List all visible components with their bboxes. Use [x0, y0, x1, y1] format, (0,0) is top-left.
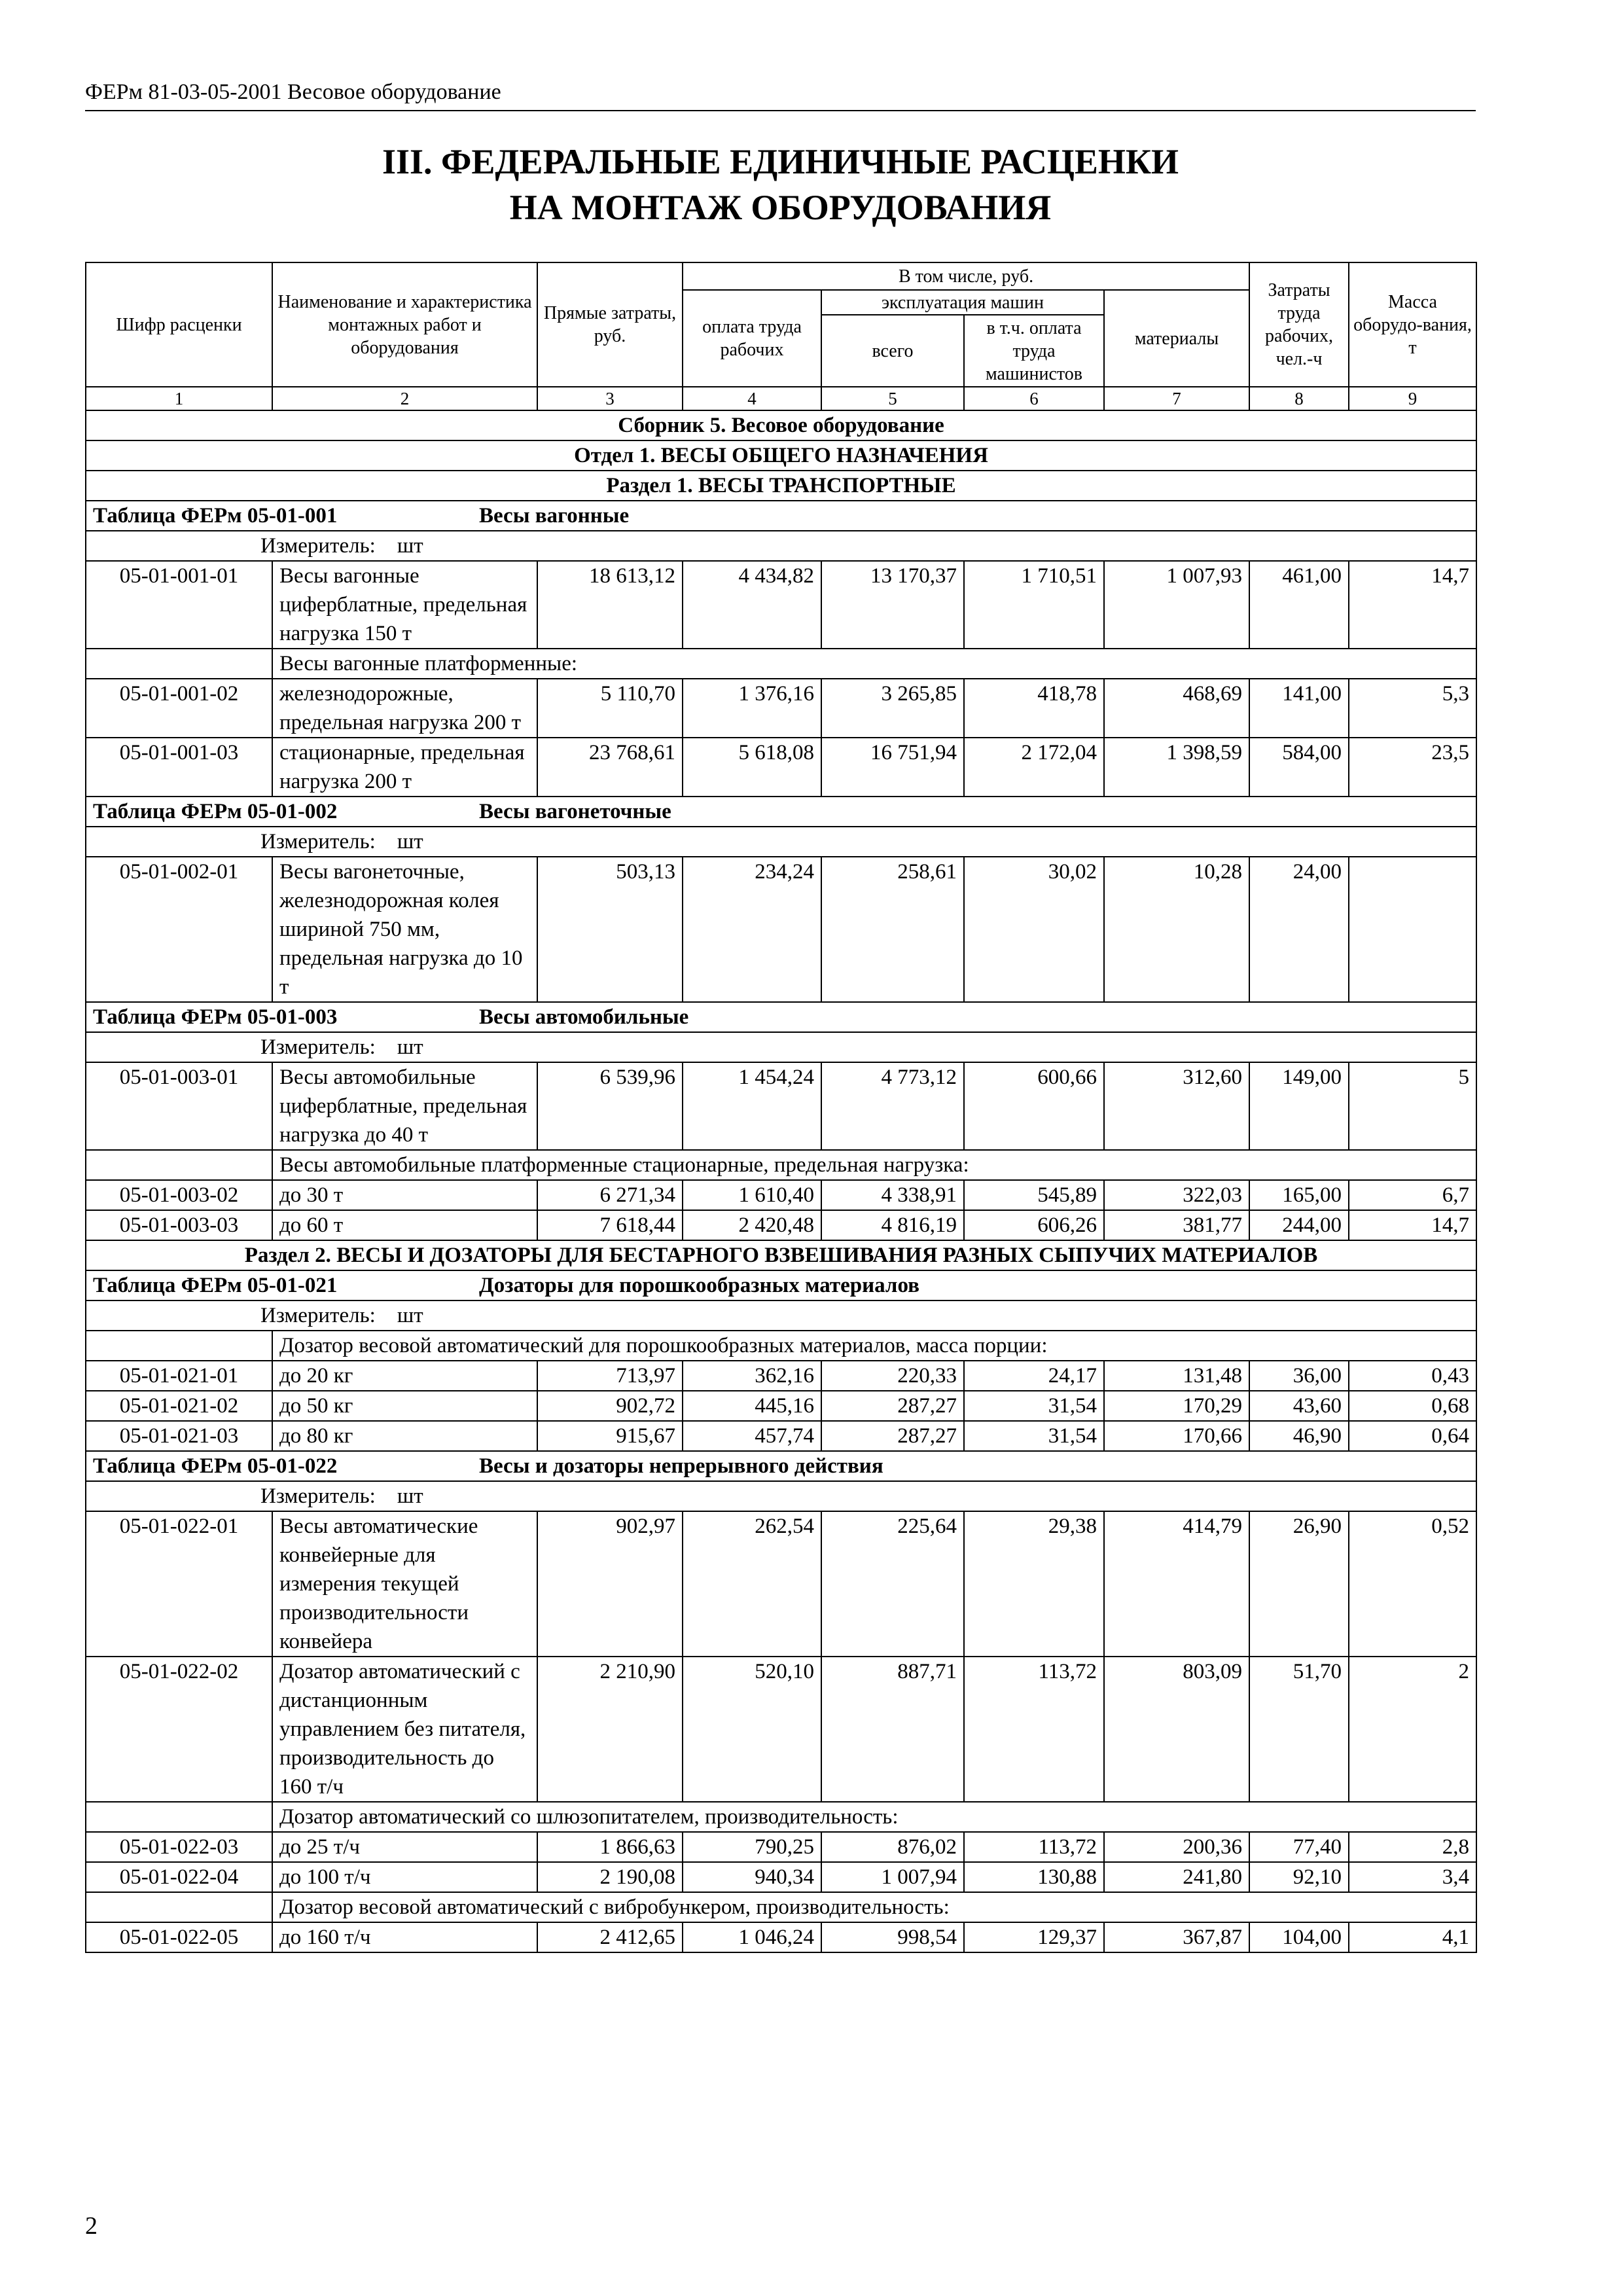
machines-total: 16 751,94 — [821, 738, 964, 797]
machinist-pay: 31,54 — [964, 1421, 1104, 1451]
column-number: 7 — [1104, 387, 1249, 410]
equipment-mass: 14,7 — [1349, 1210, 1476, 1240]
group-heading: Дозатор весовой автоматический с вибробункером, производительность: — [272, 1892, 1476, 1922]
rate-code: 05-01-022-05 — [86, 1922, 272, 1952]
table-row — [86, 1210, 1476, 1240]
machinist-pay: 1 710,51 — [964, 561, 1104, 649]
equipment-mass — [1349, 857, 1476, 1002]
materials: 312,60 — [1104, 1062, 1249, 1150]
labor-cost: 26,90 — [1249, 1511, 1349, 1657]
direct-costs: 713,97 — [537, 1361, 683, 1391]
machines-total: 258,61 — [821, 857, 964, 1002]
direct-costs: 6 539,96 — [537, 1062, 683, 1150]
machinist-pay: 418,78 — [964, 679, 1104, 738]
header-machinist-pay: в т.ч. оплата труда машинистов — [964, 315, 1104, 387]
labor-pay: 790,25 — [683, 1832, 821, 1862]
rate-code: 05-01-022-01 — [86, 1511, 272, 1657]
machines-total: 876,02 — [821, 1832, 964, 1862]
measure-label: Измеритель: — [260, 1304, 376, 1327]
work-description: до 30 т — [272, 1180, 537, 1210]
department-heading: Отдел 1. ВЕСЫ ОБЩЕГО НАЗНАЧЕНИЯ — [86, 440, 1476, 471]
work-description: Дозатор автоматический с дистанционным управлением без питателя, производительность до 160 т/ч — [272, 1657, 537, 1802]
rate-code: 05-01-003-03 — [86, 1210, 272, 1240]
direct-costs: 902,97 — [537, 1511, 683, 1657]
machinist-pay: 24,17 — [964, 1361, 1104, 1391]
header-labor-pay: оплата труда рабочих — [683, 290, 821, 387]
labor-pay: 362,16 — [683, 1361, 821, 1391]
machinist-pay: 30,02 — [964, 857, 1104, 1002]
work-description: стационарные, предельная нагрузка 200 т — [272, 738, 537, 797]
work-description: Весы вагонеточные, железнодорожная колея шириной 750 мм, предельная нагрузка до 10 т — [272, 857, 537, 1002]
table-title — [86, 1002, 1476, 1032]
work-description: до 25 т/ч — [272, 1832, 537, 1862]
collection-heading: Сборник 5. Весовое оборудование — [86, 410, 1476, 440]
rate-code: 05-01-021-02 — [86, 1391, 272, 1421]
header-machines-total: всего — [821, 315, 964, 387]
column-number: 2 — [272, 387, 537, 410]
table-name: Дозаторы для порошкообразных материалов — [479, 1274, 919, 1297]
machinist-pay: 130,88 — [964, 1862, 1104, 1892]
equipment-mass: 5 — [1349, 1062, 1476, 1150]
table-number: Таблица ФЕРм 05-01-002 — [93, 800, 338, 823]
title-line-1: III. ФЕДЕРАЛЬНЫЕ ЕДИНИЧНЫЕ РАСЦЕНКИ — [382, 142, 1179, 181]
labor-pay: 5 618,08 — [683, 738, 821, 797]
equipment-mass: 14,7 — [1349, 561, 1476, 649]
direct-costs: 2 210,90 — [537, 1657, 683, 1802]
rate-code: 05-01-003-02 — [86, 1180, 272, 1210]
page-number: 2 — [85, 2212, 98, 2240]
rate-code: 05-01-002-01 — [86, 857, 272, 1002]
materials: 10,28 — [1104, 857, 1249, 1002]
machines-total: 1 007,94 — [821, 1862, 964, 1892]
header-materials: материалы — [1104, 290, 1249, 387]
labor-cost: 141,00 — [1249, 679, 1349, 738]
materials: 1 007,93 — [1104, 561, 1249, 649]
materials: 200,36 — [1104, 1832, 1249, 1862]
table-number: Таблица ФЕРм 05-01-022 — [93, 1454, 338, 1478]
direct-costs: 915,67 — [537, 1421, 683, 1451]
table-number: Таблица ФЕРм 05-01-001 — [93, 504, 338, 528]
labor-cost: 104,00 — [1249, 1922, 1349, 1952]
column-number: 5 — [821, 387, 964, 410]
rate-code: 05-01-001-02 — [86, 679, 272, 738]
labor-cost: 165,00 — [1249, 1180, 1349, 1210]
price-table — [85, 262, 1477, 1953]
equipment-mass: 23,5 — [1349, 738, 1476, 797]
column-number: 4 — [683, 387, 821, 410]
machinist-pay: 2 172,04 — [964, 738, 1104, 797]
measure-unit: шт — [397, 534, 423, 558]
labor-cost: 43,60 — [1249, 1391, 1349, 1421]
direct-costs: 23 768,61 — [537, 738, 683, 797]
work-description: до 100 т/ч — [272, 1862, 537, 1892]
table-row — [86, 1511, 1476, 1657]
section-heading: Раздел 2. ВЕСЫ И ДОЗАТОРЫ ДЛЯ БЕСТАРНОГО ВЗВЕШИВАНИЯ РАЗНЫХ СЫПУЧИХ МАТЕРИАЛОВ — [86, 1240, 1476, 1270]
group-heading: Дозатор весовой автоматический для порошкообразных материалов, масса порции: — [272, 1331, 1476, 1361]
materials: 170,66 — [1104, 1421, 1249, 1451]
direct-costs: 7 618,44 — [537, 1210, 683, 1240]
direct-costs: 18 613,12 — [537, 561, 683, 649]
work-description: железнодорожные, предельная нагрузка 200 т — [272, 679, 537, 738]
column-number: 6 — [964, 387, 1104, 410]
direct-costs: 902,72 — [537, 1391, 683, 1421]
labor-cost: 77,40 — [1249, 1832, 1349, 1862]
labor-cost: 24,00 — [1249, 857, 1349, 1002]
measure-row — [86, 1300, 1476, 1331]
rate-code: 05-01-021-01 — [86, 1361, 272, 1391]
header-machines: эксплуатация машин — [821, 290, 1104, 315]
machines-total: 4 773,12 — [821, 1062, 964, 1150]
rate-code: 05-01-001-03 — [86, 738, 272, 797]
work-description: Весы автоматические конвейерные для измерения текущей производительности конвейера — [272, 1511, 537, 1657]
measure-unit: шт — [397, 830, 423, 853]
materials: 241,80 — [1104, 1862, 1249, 1892]
machines-total: 887,71 — [821, 1657, 964, 1802]
direct-costs: 1 866,63 — [537, 1832, 683, 1862]
machinist-pay: 29,38 — [964, 1511, 1104, 1657]
column-number: 3 — [537, 387, 683, 410]
header-direct-costs: Прямые затраты, руб. — [537, 262, 683, 387]
table-row — [86, 857, 1476, 1002]
table-row — [86, 738, 1476, 797]
equipment-mass: 2,8 — [1349, 1832, 1476, 1862]
rate-code: 05-01-021-03 — [86, 1421, 272, 1451]
machines-total: 998,54 — [821, 1922, 964, 1952]
materials: 414,79 — [1104, 1511, 1249, 1657]
table-title — [86, 1451, 1476, 1481]
work-description: до 50 кг — [272, 1391, 537, 1421]
labor-pay: 262,54 — [683, 1511, 821, 1657]
measure-row — [86, 827, 1476, 857]
direct-costs: 5 110,70 — [537, 679, 683, 738]
rate-code: 05-01-022-04 — [86, 1862, 272, 1892]
equipment-mass: 3,4 — [1349, 1862, 1476, 1892]
page-header: ФЕРм 81-03-05-2001 Весовое оборудование — [85, 77, 1476, 111]
column-number: 9 — [1349, 387, 1476, 410]
measure-unit: шт — [397, 1304, 423, 1327]
materials: 131,48 — [1104, 1361, 1249, 1391]
labor-cost: 46,90 — [1249, 1421, 1349, 1451]
labor-cost: 92,10 — [1249, 1862, 1349, 1892]
machinist-pay: 113,72 — [964, 1657, 1104, 1802]
machinist-pay: 545,89 — [964, 1180, 1104, 1210]
table-name: Весы и дозаторы непрерывного действия — [479, 1454, 883, 1478]
column-number: 8 — [1249, 387, 1349, 410]
measure-unit: шт — [397, 1035, 423, 1059]
equipment-mass: 4,1 — [1349, 1922, 1476, 1952]
measure-label: Измеритель: — [260, 1484, 376, 1508]
labor-pay: 940,34 — [683, 1862, 821, 1892]
table-row — [86, 1391, 1476, 1421]
equipment-mass: 5,3 — [1349, 679, 1476, 738]
title-line-2: НА МОНТАЖ ОБОРУДОВАНИЯ — [509, 188, 1052, 227]
equipment-mass: 0,43 — [1349, 1361, 1476, 1391]
materials: 367,87 — [1104, 1922, 1249, 1952]
equipment-mass: 6,7 — [1349, 1180, 1476, 1210]
table-number: Таблица ФЕРм 05-01-021 — [93, 1274, 338, 1297]
document-title — [85, 139, 1476, 230]
machines-total: 287,27 — [821, 1421, 964, 1451]
direct-costs: 2 412,65 — [537, 1922, 683, 1952]
labor-cost: 36,00 — [1249, 1361, 1349, 1391]
table-row — [86, 1421, 1476, 1451]
labor-pay: 2 420,48 — [683, 1210, 821, 1240]
table-row — [86, 1922, 1476, 1952]
direct-costs: 2 190,08 — [537, 1862, 683, 1892]
table-name: Весы вагонеточные — [479, 800, 671, 823]
work-description: до 160 т/ч — [272, 1922, 537, 1952]
header-mass: Масса оборудо-вания, т — [1349, 262, 1476, 387]
machines-total: 287,27 — [821, 1391, 964, 1421]
table-row — [86, 561, 1476, 649]
rate-code: 05-01-022-03 — [86, 1832, 272, 1862]
table-row — [86, 1361, 1476, 1391]
labor-cost: 584,00 — [1249, 738, 1349, 797]
measure-row — [86, 1481, 1476, 1511]
materials: 1 398,59 — [1104, 738, 1249, 797]
table-title — [86, 501, 1476, 531]
labor-cost: 244,00 — [1249, 1210, 1349, 1240]
machinist-pay: 600,66 — [964, 1062, 1104, 1150]
labor-cost: 461,00 — [1249, 561, 1349, 649]
machines-total: 4 338,91 — [821, 1180, 964, 1210]
labor-pay: 520,10 — [683, 1657, 821, 1802]
equipment-mass: 0,52 — [1349, 1511, 1476, 1657]
rate-code: 05-01-003-01 — [86, 1062, 272, 1150]
section-heading: Раздел 1. ВЕСЫ ТРАНСПОРТНЫЕ — [86, 471, 1476, 501]
materials: 170,29 — [1104, 1391, 1249, 1421]
direct-costs: 503,13 — [537, 857, 683, 1002]
machinist-pay: 113,72 — [964, 1832, 1104, 1862]
table-row — [86, 1180, 1476, 1210]
measure-label: Измеритель: — [260, 1035, 376, 1059]
labor-pay: 1 376,16 — [683, 679, 821, 738]
header-labor-cost: Затраты труда рабочих, чел.-ч — [1249, 262, 1349, 387]
work-description: до 80 кг — [272, 1421, 537, 1451]
group-heading: Весы автомобильные платформенные стационарные, предельная нагрузка: — [272, 1150, 1476, 1180]
table-row — [86, 1657, 1476, 1802]
labor-cost: 149,00 — [1249, 1062, 1349, 1150]
work-description: до 60 т — [272, 1210, 537, 1240]
measure-row — [86, 1032, 1476, 1062]
labor-pay: 4 434,82 — [683, 561, 821, 649]
labor-pay: 234,24 — [683, 857, 821, 1002]
table-number: Таблица ФЕРм 05-01-003 — [93, 1005, 338, 1029]
machines-total: 220,33 — [821, 1361, 964, 1391]
machines-total: 3 265,85 — [821, 679, 964, 738]
labor-pay: 457,74 — [683, 1421, 821, 1451]
direct-costs: 6 271,34 — [537, 1180, 683, 1210]
labor-pay: 445,16 — [683, 1391, 821, 1421]
table-title — [86, 797, 1476, 827]
header-name: Наименование и характеристика монтажных работ и оборудования — [272, 262, 537, 387]
equipment-mass: 0,68 — [1349, 1391, 1476, 1421]
labor-pay: 1 046,24 — [683, 1922, 821, 1952]
column-number: 1 — [86, 387, 272, 410]
materials: 468,69 — [1104, 679, 1249, 738]
table-name: Весы вагонные — [479, 504, 630, 528]
machines-total: 4 816,19 — [821, 1210, 964, 1240]
labor-cost: 51,70 — [1249, 1657, 1349, 1802]
rate-code: 05-01-001-01 — [86, 561, 272, 649]
measure-unit: шт — [397, 1484, 423, 1508]
table-title — [86, 1270, 1476, 1300]
group-heading: Дозатор автоматический со шлюзопитателем, производительность: — [272, 1802, 1476, 1832]
header-code: Шифр расценки — [86, 262, 272, 387]
table-name: Весы автомобильные — [479, 1005, 689, 1029]
machinist-pay: 129,37 — [964, 1922, 1104, 1952]
work-description: Весы автомобильные циферблатные, предельная нагрузка до 40 т — [272, 1062, 537, 1150]
work-description: Весы вагонные циферблатные, предельная нагрузка 150 т — [272, 561, 537, 649]
measure-label: Измеритель: — [260, 830, 376, 853]
table-row — [86, 1832, 1476, 1862]
machinist-pay: 31,54 — [964, 1391, 1104, 1421]
machines-total: 13 170,37 — [821, 561, 964, 649]
measure-row — [86, 531, 1476, 561]
materials: 381,77 — [1104, 1210, 1249, 1240]
machinist-pay: 606,26 — [964, 1210, 1104, 1240]
table-row — [86, 1062, 1476, 1150]
measure-label: Измеритель: — [260, 534, 376, 558]
table-row — [86, 679, 1476, 738]
labor-pay: 1 610,40 — [683, 1180, 821, 1210]
rate-code: 05-01-022-02 — [86, 1657, 272, 1802]
materials: 803,09 — [1104, 1657, 1249, 1802]
equipment-mass: 0,64 — [1349, 1421, 1476, 1451]
materials: 322,03 — [1104, 1180, 1249, 1210]
group-heading: Весы вагонные платформенные: — [272, 649, 1476, 679]
table-row — [86, 1862, 1476, 1892]
equipment-mass: 2 — [1349, 1657, 1476, 1802]
work-description: до 20 кг — [272, 1361, 537, 1391]
machines-total: 225,64 — [821, 1511, 964, 1657]
labor-pay: 1 454,24 — [683, 1062, 821, 1150]
header-including: В том числе, руб. — [683, 262, 1249, 290]
